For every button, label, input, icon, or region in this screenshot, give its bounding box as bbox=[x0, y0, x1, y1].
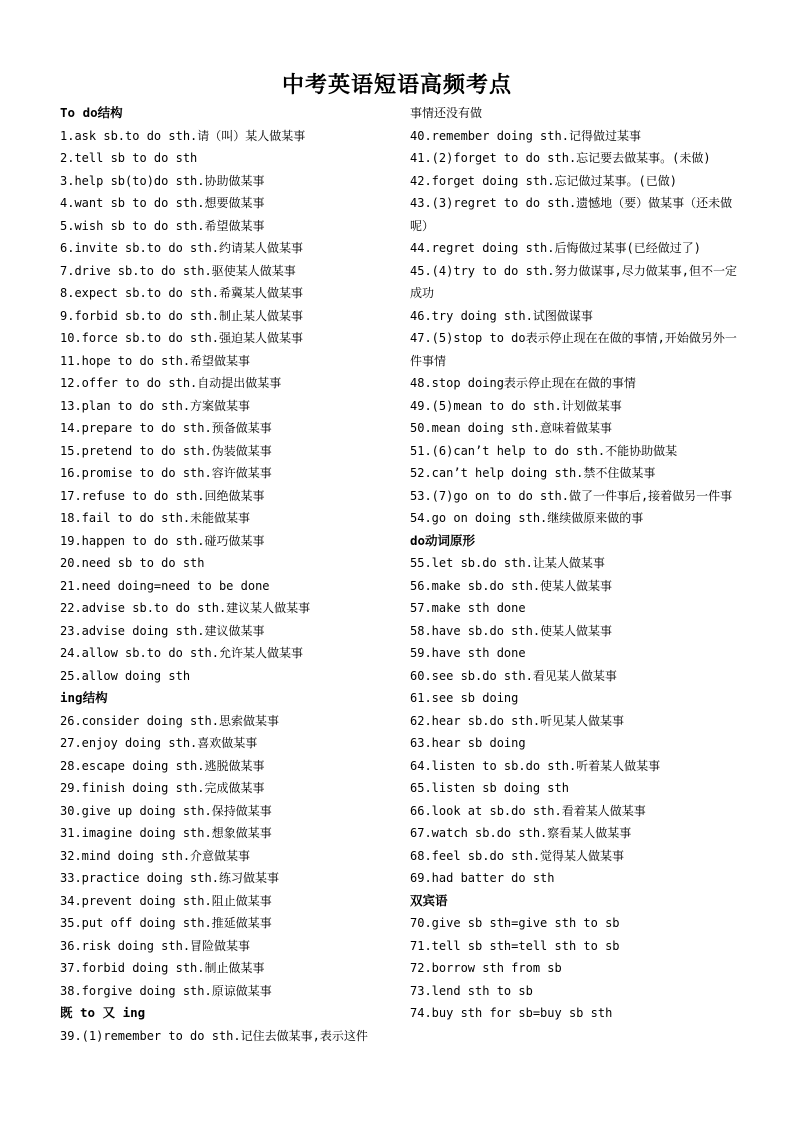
right-column bbox=[410, 102, 740, 1025]
phrase-entry: 9.forbid sb.to do sth.制止某人做某事 bbox=[60, 308, 303, 323]
section-heading: do动词原形 bbox=[410, 532, 476, 548]
phrase-entry: 1.ask sb.to do sth.请（叫）某人做某事 bbox=[60, 128, 306, 143]
phrase-entry: 66.look at sb.do sth.看着某人做某事 bbox=[410, 803, 646, 818]
phrase-entry: 73.lend sth to sb bbox=[410, 983, 533, 998]
phrase-entry: 74.buy sth for sb=buy sb sth bbox=[410, 1006, 613, 1020]
phrase-entry: 67.watch sb.do sth.察看某人做某事 bbox=[410, 826, 632, 840]
phrase-entry: 4.want sb to do sth.想要做某事 bbox=[60, 196, 265, 210]
phrase-entry: 46.try doing sth.试图做谋事 bbox=[410, 308, 593, 323]
phrase-entry: 38.forgive doing sth.原谅做某事 bbox=[60, 983, 272, 998]
phrase-entry: 61.see sb doing bbox=[410, 691, 519, 705]
phrase-entry: 41.(2)forget to do sth.忘记要去做某事。(未做) bbox=[410, 151, 711, 165]
phrase-entry: 21.need doing=need to be done bbox=[60, 578, 270, 593]
phrase-entry: 25.allow doing sth bbox=[60, 668, 191, 683]
phrase-entry: 31.imagine doing sth.想象做某事 bbox=[60, 826, 272, 840]
phrase-entry: 43.(3)regret to do sth.遗憾地（要）做某事（还未做呢） bbox=[410, 196, 733, 233]
phrase-entry: 5.wish sb to do sth.希望做某事 bbox=[60, 218, 265, 233]
phrase-entry: 63.hear sb doing bbox=[410, 736, 526, 750]
phrase-entry: 44.regret doing sth.后悔做过某事(已经做过了) bbox=[410, 241, 701, 255]
phrase-entry: 60.see sb.do sth.看见某人做某事 bbox=[410, 668, 617, 683]
phrase-entry: 10.force sb.to do sth.强迫某人做某事 bbox=[60, 331, 303, 345]
phrase-entry: 62.hear sb.do sth.听见某人做某事 bbox=[410, 713, 625, 728]
phrase-entry: 68.feel sb.do sth.觉得某人做某事 bbox=[410, 848, 625, 863]
phrase-entry: 17.refuse to do sth.回绝做某事 bbox=[60, 488, 265, 503]
phrase-entry: 24.allow sb.to do sth.允许某人做某事 bbox=[60, 646, 303, 660]
phrase-entry: 64.listen to sb.do sth.听着某人做某事 bbox=[410, 758, 661, 773]
phrase-entry: 71.tell sb sth=tell sth to sb bbox=[410, 938, 620, 953]
phrase-entry: 7.drive sb.to do sth.驱使某人做某事 bbox=[60, 263, 296, 278]
phrase-entry: 3.help sb(to)do sth.协助做某事 bbox=[60, 173, 265, 188]
section-heading: To do结构 bbox=[60, 105, 123, 120]
page-title: 中考英语短语高频考点 bbox=[281, 73, 512, 98]
phrase-entry: 14.prepare to do sth.预备做某事 bbox=[60, 421, 272, 435]
phrase-entry: 13.plan to do sth.方案做某事 bbox=[60, 398, 251, 413]
phrase-entry: 11.hope to do sth.希望做某事 bbox=[60, 353, 251, 368]
phrase-entry: 事情还没有做 bbox=[410, 106, 483, 120]
phrase-entry: 53.(7)go on to do sth.做了一件事后,接着做另一件事 bbox=[410, 488, 733, 503]
phrase-entry: 55.let sb.do sth.让某人做某事 bbox=[410, 556, 605, 570]
phrase-entry: 19.happen to do sth.碰巧做某事 bbox=[60, 533, 265, 548]
phrase-entry: 58.have sb.do sth.使某人做某事 bbox=[410, 623, 613, 638]
left-column bbox=[60, 102, 390, 1047]
phrase-entry: 47.(5)stop to do表示停止现在在做的事情,开始做另外一件事情 bbox=[410, 331, 737, 368]
section-heading: 既 to 又 ing bbox=[60, 1005, 146, 1020]
phrase-entry: 23.advise doing sth.建议做某事 bbox=[60, 623, 265, 638]
phrase-entry: 50.mean doing sth.意味着做某事 bbox=[410, 421, 613, 435]
phrase-entry: 37.forbid doing sth.制止做某事 bbox=[60, 961, 265, 975]
phrase-entry: 28.escape doing sth.逃脱做某事 bbox=[60, 758, 265, 773]
phrase-entry: 16.promise to do sth.容许做某事 bbox=[60, 466, 272, 480]
phrase-entry: 27.enjoy doing sth.喜欢做某事 bbox=[60, 736, 258, 750]
section-heading: ing结构 bbox=[60, 690, 108, 705]
section-heading: 双宾语 bbox=[410, 892, 448, 908]
phrase-entry: 39.(1)remember to do sth.记住去做某事,表示这件 bbox=[60, 1028, 368, 1043]
phrase-entry: 49.(5)mean to do sth.计划做某事 bbox=[410, 398, 622, 413]
phrase-entry: 72.borrow sth from sb bbox=[410, 961, 562, 975]
phrase-entry: 15.pretend to do sth.伪装做某事 bbox=[60, 443, 272, 458]
phrase-entry: 54.go on doing sth.继续做原来做的事 bbox=[410, 511, 644, 525]
phrase-entry: 36.risk doing sth.冒险做某事 bbox=[60, 938, 251, 953]
phrase-entry: 52.can’t help doing sth.禁不住做某事 bbox=[410, 466, 656, 480]
phrase-entry: 69.had batter do sth bbox=[410, 871, 555, 885]
phrase-entry: 45.(4)try to do sth.努力做谋事,尽力做某事,但不一定成功 bbox=[410, 263, 737, 300]
phrase-entry: 32.mind doing sth.介意做某事 bbox=[60, 848, 251, 863]
phrase-entry: 34.prevent doing sth.阻止做某事 bbox=[60, 893, 272, 908]
phrase-entry: 6.invite sb.to do sth.约请某人做某事 bbox=[60, 241, 303, 255]
phrase-entry: 42.forget doing sth.忘记做过某事。(已做) bbox=[410, 173, 677, 188]
phrase-entry: 29.finish doing sth.完成做某事 bbox=[60, 781, 265, 795]
phrase-entry: 26.consider doing sth.思索做某事 bbox=[60, 713, 279, 728]
phrase-entry: 2.tell sb to do sth bbox=[60, 151, 198, 165]
phrase-entry: 22.advise sb.to do sth.建议某人做某事 bbox=[60, 601, 311, 615]
phrase-entry: 18.fail to do sth.未能做某事 bbox=[60, 511, 251, 525]
phrase-entry: 57.make sth done bbox=[410, 601, 526, 615]
phrase-entry: 40.remember doing sth.记得做过某事 bbox=[410, 128, 641, 143]
phrase-entry: 30.give up doing sth.保持做某事 bbox=[60, 803, 272, 818]
phrase-entry: 51.(6)can’t help to do sth.不能协助做某 bbox=[410, 443, 678, 458]
phrase-entry: 56.make sb.do sth.使某人做某事 bbox=[410, 578, 613, 593]
phrase-entry: 65.listen sb doing sth bbox=[410, 781, 569, 795]
phrase-entry: 33.practice doing sth.练习做某事 bbox=[60, 871, 279, 885]
phrase-entry: 70.give sb sth=give sth to sb bbox=[410, 916, 620, 930]
phrase-entry: 8.expect sb.to do sth.希冀某人做某事 bbox=[60, 286, 303, 300]
phrase-entry: 12.offer to do sth.自动提出做某事 bbox=[60, 376, 282, 390]
phrase-entry: 48.stop doing表示停止现在在做的事情 bbox=[410, 376, 636, 390]
phrase-entry: 59.have sth done bbox=[410, 646, 526, 660]
phrase-entry: 35.put off doing sth.推延做某事 bbox=[60, 916, 272, 930]
phrase-entry: 20.need sb to do sth bbox=[60, 556, 205, 570]
